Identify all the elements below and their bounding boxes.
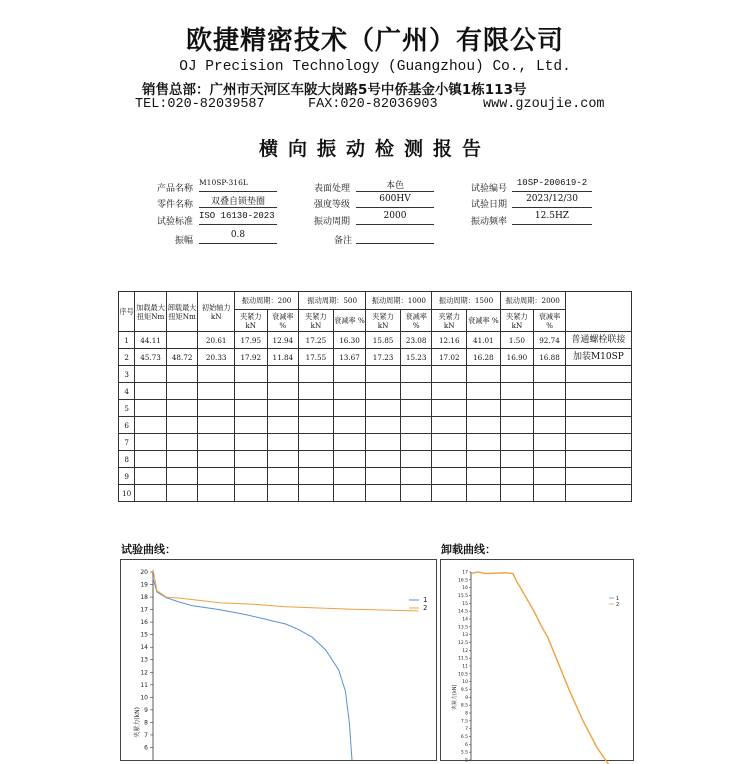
y-tick-label: 7 <box>465 727 468 733</box>
row-clamp-force <box>366 485 401 502</box>
row-clamp-force <box>299 434 334 451</box>
row-clamp-force: 17.02 <box>432 349 467 366</box>
row-seq: 3 <box>119 366 135 383</box>
row-decay-rate: 11.84 <box>267 349 299 366</box>
row-decay-rate <box>467 468 501 485</box>
row-load-torque: 44.11 <box>135 332 167 349</box>
row-clamp-force <box>500 434 534 451</box>
row-clamp-force <box>500 451 534 468</box>
fax-number: FAX:020-82036903 <box>308 97 438 112</box>
row-seq: 7 <box>119 434 135 451</box>
row-decay-rate: 13.67 <box>333 349 366 366</box>
y-tick-label: 10 <box>140 694 148 702</box>
row-clamp-force: 17.92 <box>235 349 268 366</box>
row-clamp-force <box>500 417 534 434</box>
row-note <box>565 434 631 451</box>
row-load-torque <box>135 383 167 400</box>
row-clamp-force <box>432 434 467 451</box>
field-value: 10SP-200619-2 <box>512 178 592 192</box>
field-value: 本色 <box>356 178 434 192</box>
subheader-clamp: 夹紧力 kN <box>299 310 334 332</box>
row-seq: 10 <box>119 485 135 502</box>
field-label: 试验日期 <box>471 200 508 210</box>
row-unload-torque <box>166 400 198 417</box>
row-clamp-force <box>366 383 401 400</box>
table-row <box>119 485 632 502</box>
row-unload-torque <box>166 468 198 485</box>
test-curve-label: 试验曲线： <box>121 543 176 556</box>
y-tick-label: 17 <box>462 570 468 576</box>
row-load-torque <box>135 451 167 468</box>
row-decay-rate <box>333 434 366 451</box>
row-note <box>565 383 631 400</box>
row-clamp-force <box>299 417 334 434</box>
y-tick-label: 9.5 <box>460 688 468 693</box>
row-decay-rate <box>400 434 432 451</box>
field-label: 备注 <box>334 236 353 246</box>
row-clamp-force <box>366 400 401 417</box>
field-label: 试验编号 <box>471 184 508 194</box>
row-seq: 6 <box>119 417 135 434</box>
row-decay-rate: 23.08 <box>400 332 432 349</box>
table-row <box>119 366 632 383</box>
row-clamp-force <box>299 400 334 417</box>
row-decay-rate <box>534 417 566 434</box>
y-tick-label: 14 <box>462 617 468 623</box>
row-clamp-force <box>500 400 534 417</box>
row-decay-rate <box>534 468 566 485</box>
y-tick-label: 11 <box>140 681 148 689</box>
row-note <box>565 366 631 383</box>
row-clamp-force: 15.85 <box>366 332 401 349</box>
y-tick-label: 9 <box>144 706 148 714</box>
row-note: 普通螺栓联接 <box>565 332 631 349</box>
header-period: 振动周期：500 <box>299 292 366 310</box>
y-tick-label: 16 <box>462 586 468 592</box>
header-period: 振动周期：1000 <box>366 292 432 310</box>
row-load-torque <box>135 434 167 451</box>
row-clamp-force <box>500 468 534 485</box>
row-clamp-force <box>235 468 268 485</box>
row-decay-rate <box>333 366 366 383</box>
row-decay-rate <box>467 400 501 417</box>
y-tick-label: 8.5 <box>460 703 468 709</box>
subheader-decay: 衰减率 % <box>467 310 501 332</box>
company-name-cn: 欧捷精密技术（广州）有限公司 <box>185 26 564 56</box>
row-unload-torque <box>166 332 198 349</box>
row-decay-rate: 16.30 <box>333 332 366 349</box>
header-seq: 序号 <box>119 292 135 332</box>
row-decay-rate <box>333 400 366 417</box>
row-decay-rate <box>333 451 366 468</box>
row-decay-rate <box>534 366 566 383</box>
row-clamp-force <box>366 434 401 451</box>
row-clamp-force <box>432 468 467 485</box>
y-tick-label: 18 <box>140 594 148 602</box>
row-clamp-force <box>432 485 467 502</box>
row-clamp-force <box>235 485 268 502</box>
legend-label: 2 <box>423 604 428 612</box>
row-unload-torque <box>166 417 198 434</box>
field-value: 2000 <box>356 211 434 225</box>
row-clamp-force: 1.50 <box>500 332 534 349</box>
field-value: 12.5HZ <box>512 211 592 225</box>
row-decay-rate <box>267 383 299 400</box>
row-initial-clamp <box>198 383 235 400</box>
row-decay-rate <box>267 451 299 468</box>
y-tick-label: 13 <box>140 656 148 664</box>
y-tick-label: 19 <box>140 581 148 589</box>
row-decay-rate <box>333 485 366 502</box>
row-decay-rate <box>400 417 432 434</box>
field-value <box>356 230 434 244</box>
row-decay-rate: 92.74 <box>534 332 566 349</box>
field-label: 振幅 <box>175 236 194 246</box>
row-clamp-force <box>299 468 334 485</box>
row-clamp-force: 17.23 <box>366 349 401 366</box>
row-decay-rate <box>400 451 432 468</box>
row-unload-torque <box>166 366 198 383</box>
y-tick-label: 15 <box>462 601 468 607</box>
field-label: 强度等级 <box>314 200 351 210</box>
row-seq: 5 <box>119 400 135 417</box>
field-label: 表面处理 <box>314 184 351 194</box>
y-tick-label: 15.5 <box>457 594 468 599</box>
tel-number: TEL:020-82039587 <box>135 97 265 112</box>
y-tick-label: 6.5 <box>460 735 468 740</box>
y-tick-label: 6 <box>465 742 468 748</box>
subheader-clamp: 夹紧力 kN <box>366 310 401 332</box>
unload-curve-svg <box>441 560 633 764</box>
row-clamp-force <box>299 485 334 502</box>
header-period: 振动周期：200 <box>235 292 299 310</box>
row-clamp-force <box>366 366 401 383</box>
y-tick-label: 16 <box>140 619 148 627</box>
row-decay-rate <box>467 383 501 400</box>
row-decay-rate <box>400 383 432 400</box>
row-load-torque <box>135 468 167 485</box>
y-tick-label: 20 <box>140 569 148 576</box>
y-tick-label: 5.5 <box>460 750 468 756</box>
subheader-decay: 衰减率 % <box>267 310 299 332</box>
row-decay-rate <box>467 434 501 451</box>
row-clamp-force: 16.90 <box>500 349 534 366</box>
field-value: 600HV <box>356 194 434 208</box>
row-clamp-force <box>432 366 467 383</box>
field-label: 振动频率 <box>471 217 508 227</box>
row-decay-rate <box>534 383 566 400</box>
row-load-torque <box>135 417 167 434</box>
row-decay-rate <box>400 400 432 417</box>
row-initial-clamp <box>198 468 235 485</box>
row-decay-rate <box>267 468 299 485</box>
results-table <box>118 291 632 502</box>
field-label: 产品名称 <box>157 184 194 194</box>
row-decay-rate <box>534 451 566 468</box>
row-initial-clamp <box>198 451 235 468</box>
row-clamp-force <box>432 451 467 468</box>
y-axis-label: 夹紧力(kN) <box>134 707 141 738</box>
row-decay-rate: 16.88 <box>534 349 566 366</box>
row-decay-rate <box>267 366 299 383</box>
table-row <box>119 434 632 451</box>
row-clamp-force <box>432 383 467 400</box>
header-period: 振动周期：1500 <box>432 292 500 310</box>
field-label: 振动周期 <box>314 217 351 227</box>
row-unload-torque <box>166 383 198 400</box>
row-clamp-force <box>299 383 334 400</box>
row-decay-rate <box>534 485 566 502</box>
row-clamp-force <box>235 451 268 468</box>
subheader-clamp: 夹紧力 kN <box>500 310 534 332</box>
report-title: 横向振动检测报告 <box>258 138 491 160</box>
row-seq: 9 <box>119 468 135 485</box>
company-name-en: OJ Precision Technology (Guangzhou) Co., Ltd. <box>179 59 571 75</box>
row-decay-rate: 41.01 <box>467 332 501 349</box>
row-decay-rate <box>267 417 299 434</box>
row-initial-clamp <box>198 417 235 434</box>
row-clamp-force: 17.55 <box>299 349 334 366</box>
row-seq: 4 <box>119 383 135 400</box>
row-decay-rate <box>534 400 566 417</box>
legend-label: 2 <box>616 602 620 608</box>
row-note: 加装M10SP <box>565 349 631 366</box>
y-tick-label: 16.5 <box>457 578 468 584</box>
row-decay-rate <box>467 451 501 468</box>
test-curve-chart <box>120 559 437 761</box>
y-tick-label: 14.5 <box>457 609 468 615</box>
y-tick-label: 15 <box>140 631 148 639</box>
row-note <box>565 400 631 417</box>
row-note <box>565 485 631 502</box>
row-decay-rate: 12.94 <box>267 332 299 349</box>
y-tick-label: 14 <box>140 644 148 652</box>
unload-curve-label: 卸载曲线： <box>441 543 496 556</box>
y-tick-label: 8 <box>465 711 468 717</box>
row-clamp-force <box>299 451 334 468</box>
row-decay-rate <box>333 468 366 485</box>
y-tick-label: 9 <box>465 695 468 701</box>
row-initial-clamp <box>198 400 235 417</box>
row-note <box>565 417 631 434</box>
row-decay-rate: 15.23 <box>400 349 432 366</box>
y-tick-label: 10 <box>462 680 468 686</box>
row-decay-rate <box>267 400 299 417</box>
row-clamp-force <box>366 451 401 468</box>
field-label: 试验标准 <box>157 217 194 227</box>
field-value: ISO 16130-2023 <box>199 211 277 225</box>
header-note <box>565 292 631 332</box>
row-clamp-force <box>235 434 268 451</box>
y-tick-label: 10.5 <box>457 672 468 678</box>
y-tick-label: 12 <box>462 648 468 654</box>
row-clamp-force <box>235 400 268 417</box>
row-clamp-force <box>235 417 268 434</box>
sales-headquarters: 销售总部：广州市天河区车陂大岗路5号中侨基金小镇1栋113号 <box>142 82 527 98</box>
row-decay-rate <box>467 417 501 434</box>
row-initial-clamp <box>198 366 235 383</box>
row-clamp-force: 17.95 <box>235 332 268 349</box>
y-tick-label: 7.5 <box>460 719 468 725</box>
row-decay-rate <box>333 417 366 434</box>
y-tick-label: 8 <box>144 719 148 727</box>
test-curve-svg <box>121 560 436 760</box>
row-clamp-force <box>366 417 401 434</box>
row-decay-rate: 16.28 <box>467 349 501 366</box>
subheader-decay: 衰减率 % <box>333 310 366 332</box>
subheader-decay: 衰减率 % <box>400 310 432 332</box>
row-clamp-force <box>432 400 467 417</box>
series-line-2 <box>153 570 418 611</box>
field-value: 2023/12/30 <box>512 194 592 208</box>
table-row <box>119 417 632 434</box>
y-tick-label: 13 <box>462 633 468 639</box>
y-tick-label: 13.5 <box>457 625 468 631</box>
table-header-row <box>119 292 632 310</box>
row-clamp-force <box>432 417 467 434</box>
row-clamp-force: 12.16 <box>432 332 467 349</box>
row-decay-rate <box>400 485 432 502</box>
row-seq: 2 <box>119 349 135 366</box>
row-load-torque <box>135 400 167 417</box>
row-decay-rate <box>267 485 299 502</box>
row-clamp-force <box>235 383 268 400</box>
field-value: M10SP-316L <box>199 178 277 192</box>
y-tick-label: 12 <box>140 669 148 677</box>
row-clamp-force: 17.25 <box>299 332 334 349</box>
row-clamp-force <box>366 468 401 485</box>
row-note <box>565 451 631 468</box>
table-row <box>119 383 632 400</box>
row-initial-clamp: 20.33 <box>198 349 235 366</box>
row-decay-rate <box>534 434 566 451</box>
row-decay-rate <box>400 468 432 485</box>
row-load-torque <box>135 485 167 502</box>
y-tick-label: 5 <box>465 758 468 764</box>
row-note <box>565 468 631 485</box>
row-decay-rate <box>333 383 366 400</box>
field-value: 双叠自锁垫圈 <box>199 194 277 208</box>
row-decay-rate <box>467 366 501 383</box>
row-unload-torque: 48.72 <box>166 349 198 366</box>
row-seq: 1 <box>119 332 135 349</box>
row-initial-clamp <box>198 434 235 451</box>
row-initial-clamp: 20.61 <box>198 332 235 349</box>
table-row <box>119 468 632 485</box>
row-decay-rate <box>467 485 501 502</box>
y-tick-label: 11.5 <box>457 656 468 662</box>
legend-label: 1 <box>423 596 428 604</box>
series-line-1 <box>153 578 352 760</box>
row-unload-torque <box>166 451 198 468</box>
table-row <box>119 332 632 349</box>
row-initial-clamp <box>198 485 235 502</box>
row-clamp-force <box>299 366 334 383</box>
row-clamp-force <box>500 485 534 502</box>
header-period: 振动周期：2000 <box>500 292 565 310</box>
legend-label: 1 <box>616 596 620 602</box>
y-tick-label: 12.5 <box>457 641 468 646</box>
row-unload-torque <box>166 434 198 451</box>
subheader-decay: 衰减率 % <box>534 310 566 332</box>
row-load-torque <box>135 366 167 383</box>
table-row <box>119 400 632 417</box>
header-load-max-torque: 加载最大扭矩Nm <box>135 292 167 332</box>
row-clamp-force <box>235 366 268 383</box>
subheader-clamp: 夹紧力 kN <box>235 310 268 332</box>
unload-curve-chart <box>440 559 634 764</box>
field-value: 0.8 <box>199 230 277 244</box>
y-axis-label: 夹紧力(kN) <box>452 684 458 711</box>
table-row <box>119 349 632 366</box>
row-clamp-force <box>500 366 534 383</box>
field-label: 零件名称 <box>157 200 194 210</box>
table-row <box>119 451 632 468</box>
row-unload-torque <box>166 485 198 502</box>
website: www.gzoujie.com <box>483 97 605 112</box>
y-tick-label: 17 <box>140 606 148 614</box>
y-tick-label: 6 <box>144 744 148 752</box>
header-initial-clamp: 初始轴力 kN <box>198 292 235 332</box>
row-clamp-force <box>500 383 534 400</box>
row-seq: 8 <box>119 451 135 468</box>
y-tick-label: 11 <box>462 664 468 670</box>
y-tick-label: 7 <box>144 731 148 739</box>
subheader-clamp: 夹紧力 kN <box>432 310 467 332</box>
row-load-torque: 45.73 <box>135 349 167 366</box>
row-decay-rate <box>400 366 432 383</box>
header-unload-max-torque: 卸载最大扭矩Nm <box>166 292 198 332</box>
series-line-2 <box>471 572 611 764</box>
row-decay-rate <box>267 434 299 451</box>
